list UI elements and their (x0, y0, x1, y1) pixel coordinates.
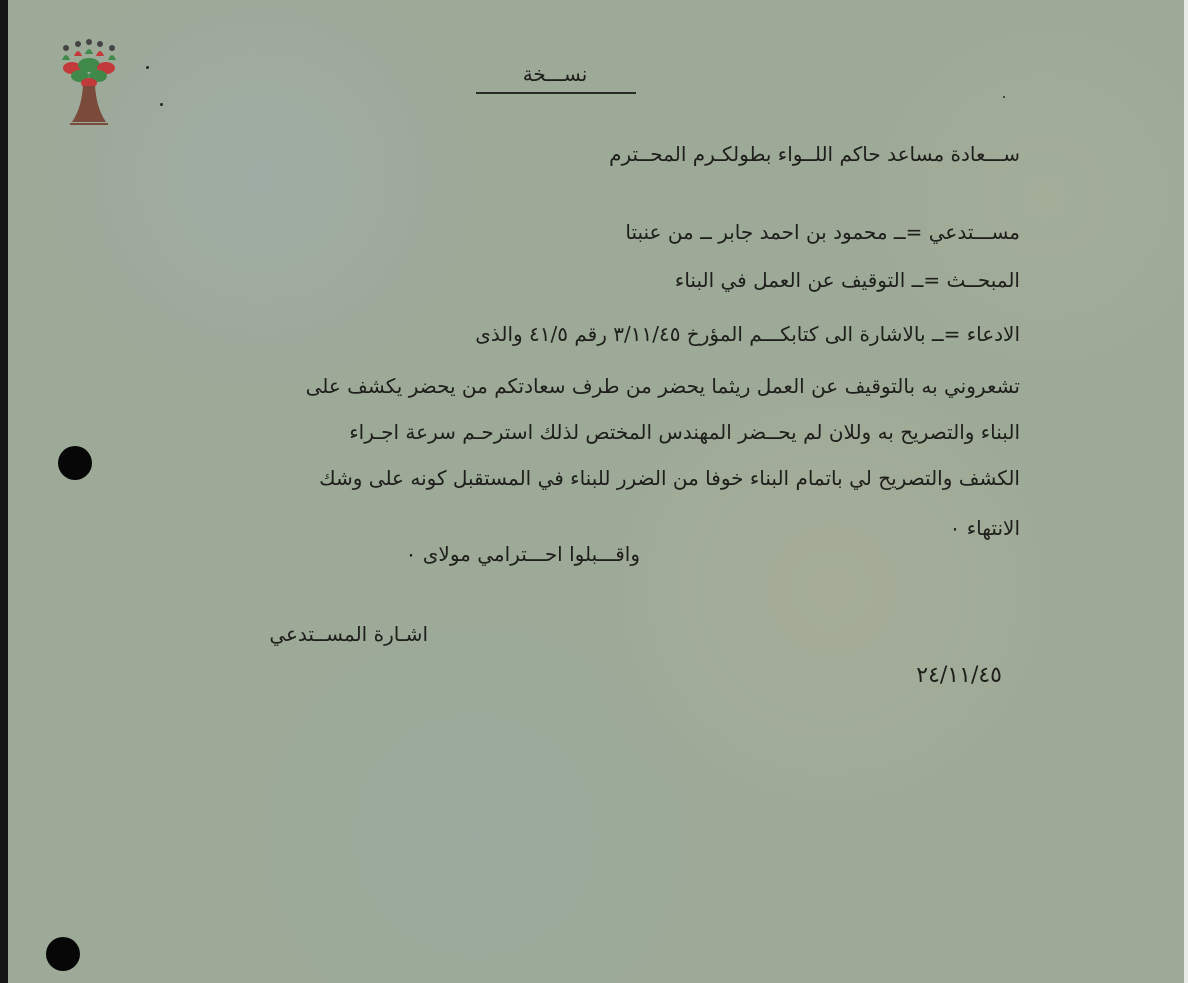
body-line-4: الكشف والتصريح لي باتمام البناء خوفا من الضرر للبناء في المستقبل كونه على وشك (319, 466, 1020, 490)
scan-speck (146, 66, 149, 69)
body-line-1: الادعاء =ــ بالاشارة الى كتابكـــم المؤرخ ٣/١١/٤٥ رقم ٤١/٥ والذى (475, 322, 1020, 346)
punch-hole-icon (46, 937, 80, 971)
scan-right-border (1184, 0, 1188, 983)
signature-label: اشـارة المســتدعي (269, 622, 428, 646)
body-line-2: تشعروني به بالتوقيف عن العمل ريثما يحضر من طرف سعادتكم من يحضر يكشف على (305, 374, 1020, 398)
document-date: ٢٤/١١/٤٥ (916, 663, 1002, 688)
closing-line: واقـــبلوا احـــترامي مولاى ٠ (405, 542, 640, 566)
subject-line: المبحــث =ــ التوقيف عن العمل في البناء (674, 268, 1020, 292)
scan-speck (1003, 96, 1005, 98)
salutation-line: ســـعادة مساعد حاكم اللــواء بطولكـرم المحــترم (609, 142, 1020, 166)
punch-hole-icon (58, 446, 92, 480)
scan-speck (160, 103, 163, 106)
document-heading: نســـخة (522, 62, 588, 86)
body-line-3: البناء والتصريح به وللان لم يحــضر المهندس المختص لذلك استرحـم سرعة اجـراء (349, 420, 1020, 444)
heading-underline (476, 92, 636, 94)
tree-logo-icon (52, 38, 126, 138)
body-line-5: الانتهاء ٠ (949, 516, 1020, 540)
petitioner-line: مســـتدعي =ــ محمود بن احمد جابر ــ من عنبتا (625, 220, 1020, 244)
scan-left-border (0, 0, 8, 983)
